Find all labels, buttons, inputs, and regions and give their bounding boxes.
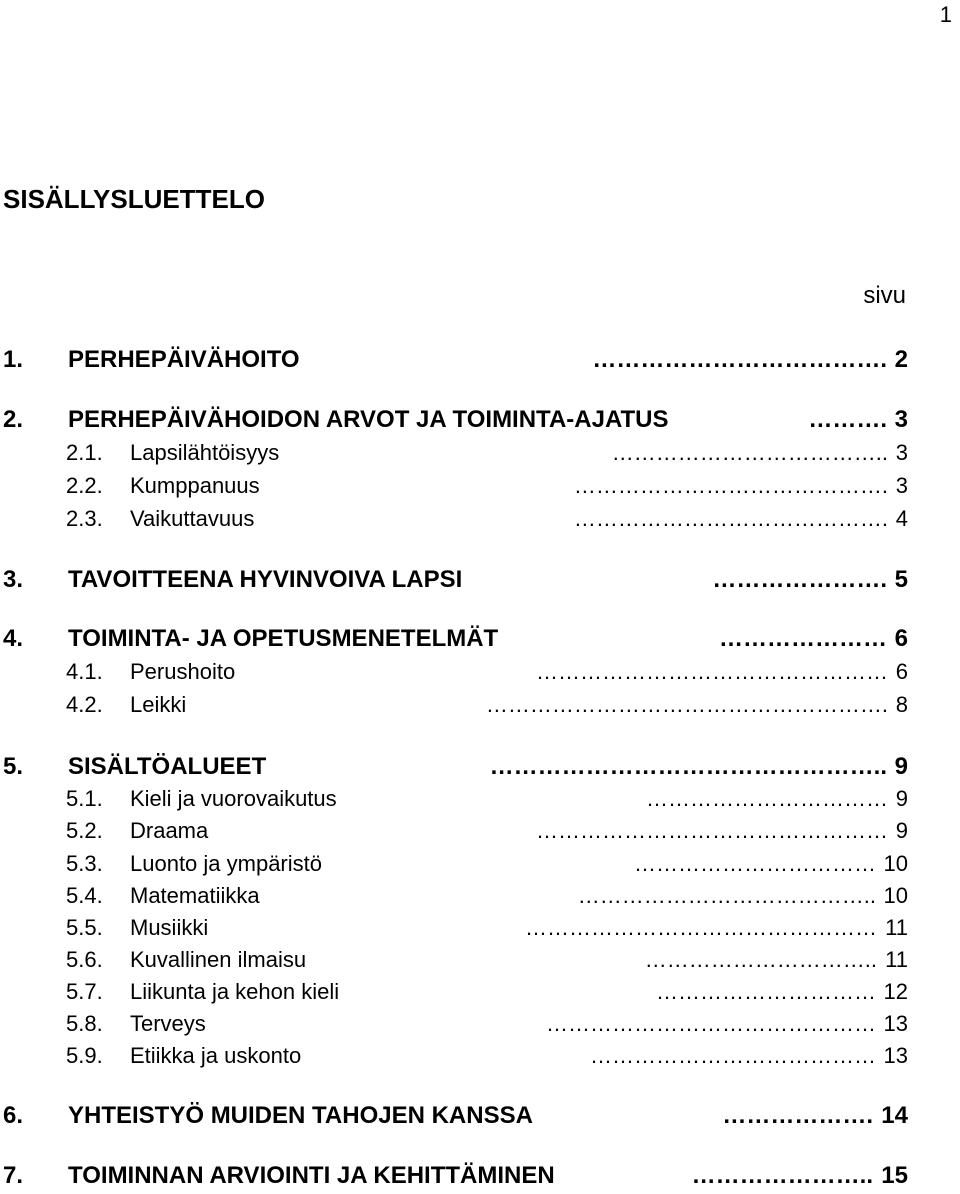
toc-entry-page-number: 9	[895, 818, 908, 843]
toc-entry-title: Etiikka ja uskonto	[130, 1043, 302, 1068]
toc-entry-page-number: 4	[895, 506, 908, 531]
toc-entry-title: TOIMINNAN ARVIOINTI JA KEHITTÄMINEN	[68, 1162, 555, 1189]
toc-chapter-entry	[0, 346, 960, 378]
toc-entry-number: 5.	[3, 753, 24, 780]
toc-entry-page-number: 3	[894, 406, 908, 433]
toc-entry-leader-dots: …………………..	[691, 1162, 873, 1189]
toc-entry-page-number: 15	[881, 1162, 908, 1189]
toc-entry-number: 5.8.	[66, 1011, 103, 1036]
toc-entry-leader-dots: ……………………………	[634, 851, 876, 876]
toc-section-entry	[0, 915, 960, 947]
toc-entry-number: 4.1.	[66, 659, 103, 684]
toc-entry-leader-dots: ……………………………………………….	[485, 692, 888, 717]
toc-entry-title: TAVOITTEENA HYVINVOIVA LAPSI	[68, 566, 463, 593]
toc-chapter-entry	[0, 1102, 960, 1134]
toc-entry-page-number: 9	[894, 753, 908, 780]
toc-entry-number: 5.1.	[66, 786, 103, 811]
toc-section-entry	[0, 440, 960, 472]
page-number: 1	[939, 2, 952, 27]
toc-chapter-entry	[0, 406, 960, 438]
toc-entry-leader-dots: ……….	[808, 406, 887, 433]
toc-entry-number: 7.	[3, 1162, 24, 1189]
toc-entry-number: 5.7.	[66, 979, 103, 1004]
toc-section-entry	[0, 1043, 960, 1075]
toc-entry-title: Kumppanuus	[130, 473, 260, 498]
toc-entry-page-number: 6	[894, 625, 908, 652]
toc-entry-number: 5.4.	[66, 883, 103, 908]
toc-entry-title: Lapsilähtöisyys	[130, 440, 280, 465]
toc-entry-number: 5.5.	[66, 915, 103, 940]
toc-entry-page-number: 12	[883, 979, 908, 1004]
toc-chapter-entry	[0, 566, 960, 598]
toc-entry-number: 4.	[3, 625, 24, 652]
toc-entry-title: Vaikuttavuus	[130, 506, 255, 531]
toc-entry-title: TOIMINTA- JA OPETUSMENETELMÄT	[68, 625, 499, 652]
toc-entry-title: Kieli ja vuorovaikutus	[130, 786, 337, 811]
toc-chapter-entry	[0, 625, 960, 657]
toc-section-entry	[0, 659, 960, 691]
toc-entry-leader-dots: ………………………………..	[611, 440, 888, 465]
toc-chapter-entry	[0, 753, 960, 785]
toc-entry-page-number: 10	[883, 883, 908, 908]
toc-section-entry	[0, 692, 960, 724]
toc-entry-title: Terveys	[130, 1011, 206, 1036]
toc-entry-page-number: 13	[883, 1043, 908, 1068]
page-column-label: sivu	[863, 282, 906, 309]
toc-entry-leader-dots: …………………………………	[590, 1043, 876, 1068]
toc-entry-number: 2.	[3, 406, 24, 433]
toc-section-entry	[0, 1011, 960, 1043]
toc-chapter-entry	[0, 1162, 960, 1194]
toc-entry-number: 5.3.	[66, 851, 103, 876]
toc-entry-leader-dots: …………………………………..	[577, 883, 876, 908]
toc-entry-page-number: 2	[894, 346, 908, 373]
toc-entry-title: Matematiikka	[130, 883, 260, 908]
toc-entry-title: Draama	[130, 818, 209, 843]
toc-entry-title: Kuvallinen ilmaisu	[130, 947, 307, 972]
toc-section-entry	[0, 818, 960, 850]
toc-entry-leader-dots: …………………………………….	[573, 473, 888, 498]
toc-entry-leader-dots: ………………….	[712, 566, 887, 593]
toc-entry-leader-dots: …………………………………………	[536, 818, 888, 843]
toc-entry-number: 5.6.	[66, 947, 103, 972]
toc-section-entry	[0, 506, 960, 538]
toc-entry-page-number: 8	[895, 692, 908, 717]
toc-entry-leader-dots: …………………………	[656, 979, 876, 1004]
toc-section-entry	[0, 473, 960, 505]
toc-entry-title: Luonto ja ympäristö	[130, 851, 322, 876]
toc-entry-title: Liikunta ja kehon kieli	[130, 979, 340, 1004]
toc-entry-number: 2.2.	[66, 473, 103, 498]
toc-entry-leader-dots: …………………………………………..	[489, 753, 887, 780]
toc-entry-leader-dots: ……………….	[722, 1102, 873, 1129]
toc-entry-title: YHTEISTYÖ MUIDEN TAHOJEN KANSSA	[68, 1102, 533, 1129]
toc-entry-number: 1.	[3, 346, 24, 373]
toc-entry-number: 6.	[3, 1102, 24, 1129]
toc-entry-title: Leikki	[130, 692, 187, 717]
toc-entry-number: 5.9.	[66, 1043, 103, 1068]
toc-section-entry	[0, 947, 960, 979]
toc-entry-page-number: 5	[894, 566, 908, 593]
toc-entry-page-number: 10	[883, 851, 908, 876]
toc-entry-page-number: 3	[895, 473, 908, 498]
toc-entry-leader-dots: …………………………………………	[536, 659, 888, 684]
toc-entry-number: 5.2.	[66, 818, 103, 843]
toc-entry-page-number: 14	[881, 1102, 908, 1129]
toc-entry-page-number: 13	[883, 1011, 908, 1036]
toc-entry-title: PERHEPÄIVÄHOIDON ARVOT JA TOIMINTA-AJATUS	[68, 406, 669, 433]
toc-entry-title: PERHEPÄIVÄHOITO	[68, 346, 300, 373]
toc-entry-number: 2.3.	[66, 506, 103, 531]
toc-entry-leader-dots: …………………	[719, 625, 887, 652]
toc-entry-page-number: 11	[885, 915, 908, 940]
toc-entry-number: 2.1.	[66, 440, 103, 465]
toc-section-entry	[0, 979, 960, 1011]
toc-entry-page-number: 6	[895, 659, 908, 684]
toc-section-entry	[0, 851, 960, 883]
toc-entry-leader-dots: ……………………………	[646, 786, 888, 811]
toc-entry-leader-dots: …………………………..	[644, 947, 877, 972]
toc-entry-number: 3.	[3, 566, 24, 593]
toc-entry-number: 4.2.	[66, 692, 103, 717]
toc-entry-title: Perushoito	[130, 659, 236, 684]
toc-entry-title: Musiikki	[130, 915, 209, 940]
toc-entry-title: SISÄLTÖALUEET	[68, 753, 267, 780]
toc-entry-leader-dots: ………………………………………	[546, 1011, 876, 1036]
toc-entry-leader-dots: …………………………………….	[573, 506, 888, 531]
page-title: SISÄLLYSLUETTELO	[3, 184, 265, 214]
toc-entry-leader-dots: …………………………………………	[525, 915, 877, 940]
toc-entry-page-number: 9	[895, 786, 908, 811]
toc-entry-page-number: 11	[885, 947, 908, 972]
toc-section-entry	[0, 883, 960, 915]
toc-section-entry	[0, 786, 960, 818]
toc-entry-page-number: 3	[895, 440, 908, 465]
toc-entry-leader-dots: ……………………………….	[592, 346, 887, 373]
